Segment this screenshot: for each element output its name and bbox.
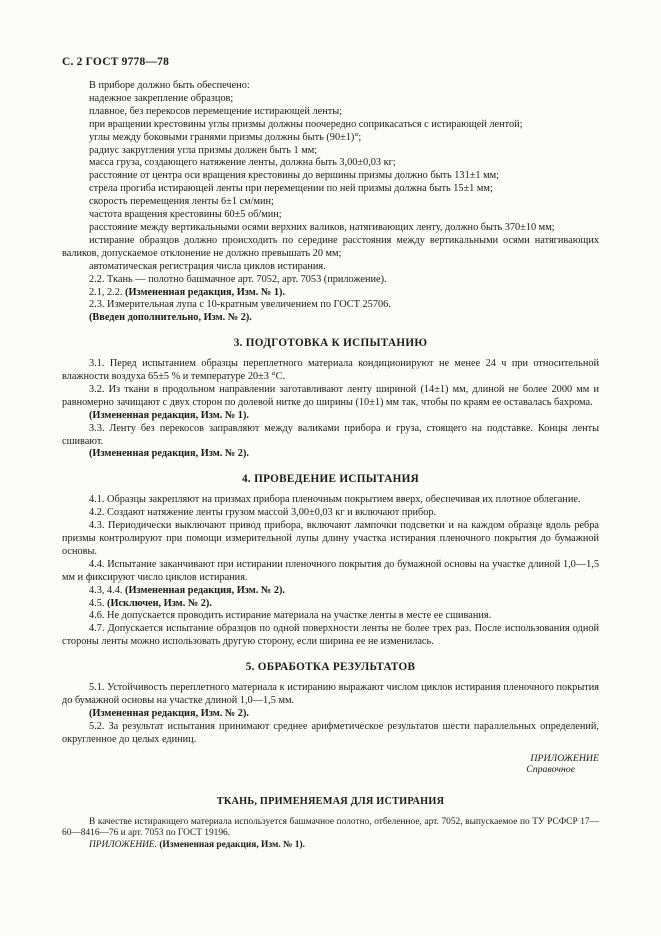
amendment-note: (Измененная редакция, Изм. № 1). xyxy=(89,409,249,421)
amendment-note: (Измененная редакция, Изм. № 2). xyxy=(89,707,249,719)
clause-2-amendment xyxy=(62,287,599,300)
intro-line: плавное, без перекосов перемещение истирающей ленты; xyxy=(89,105,342,117)
clause-ref: 4.3, 4.4. xyxy=(89,584,123,596)
appendix-label: ПРИЛОЖЕНИЕ xyxy=(530,752,599,764)
intro-line: стрела прогиба истирающей ленты при перемещении по ней призмы должна быть 15±1 мм; xyxy=(89,183,493,195)
amendment-note: (Введен дополнительно, Изм. № 2). xyxy=(89,312,252,324)
clause-2-3: 2.3. Измерительная лупа с 10-кратным увеличением по ГОСТ 25706. xyxy=(89,299,391,311)
amendment-note: (Исключен, Изм. № 2). xyxy=(107,597,212,609)
clause-4-amendment xyxy=(62,585,599,598)
page-header: С. 2 ГОСТ 9778—78 xyxy=(62,56,170,68)
intro-line: истирание образцов должно происходить по середине расстояния между вертикальными осями натягивающих валиков, допускаемое отклонение не должно превышать 20 мм; xyxy=(62,234,599,259)
intro-line: радиус закругления угла призмы должен быть 1 мм; xyxy=(89,144,318,156)
clause-3-2: 3.2. Из ткани в продольном направлении заготавливают ленту шириной (14±1) мм, длиной не более 2000 мм и равномерно зачищают с двух сторон по долевой нитке до ширины (10±1) мм так, чтобы по краям ее оставалась бахрома. xyxy=(62,383,599,408)
amendment-note: (Измененная редакция, Изм. № 2). xyxy=(125,584,285,596)
amendment-note: (Измененная редакция, Изм. № 1). xyxy=(125,286,285,298)
clause-ref: 2.1, 2.2. xyxy=(89,286,123,298)
intro-line: автоматическая регистрация числа циклов истирания. xyxy=(89,260,326,272)
appendix-text: В качестве истирающего материала используется башмачное полотно, отбеленное, арт. 7052, выпускаемое по ТУ РСФСР 17—60—8416—76 и арт. 7053 по ГОСТ 19196. xyxy=(62,816,599,839)
amendment-note: (Измененная редакция, Изм. № 2). xyxy=(89,448,249,460)
clause-2-2: 2.2. Ткань — полотно башмачное арт. 7052, арт. 7053 (приложение). xyxy=(89,273,387,285)
clause-4-1: 4.1. Образцы закрепляют на призмах прибора пленочным покрытием вверх, обеспечивая их плотное облегание. xyxy=(89,494,581,506)
clause-4-2: 4.2. Создают натяжение ленты грузом массой 3,00±0,03 кг и включают прибор. xyxy=(89,507,437,519)
clause-5-2: 5.2. За результат испытания принимают среднее арифметическое результатов шести параллельных определений, округленное до целых единиц. xyxy=(62,720,599,745)
clause-5-1: 5.1. Устойчивость переплетного материала к истиранию выражают числом циклов истирания пленочного покрытия до бумажной основы на участке длиной 1,0—1,5 мм. xyxy=(62,682,599,706)
intro-line: углы между боковыми гранями призмы должны быть (90±1)°; xyxy=(89,131,362,143)
intro-line: при вращении крестовины углы призмы должны поочередно соприкасаться с истирающей лентой; xyxy=(89,118,523,130)
section-5-title: 5. ОБРАБОТКА РЕЗУЛЬТАТОВ xyxy=(245,661,416,674)
appendix-type: Справочное xyxy=(526,764,575,776)
appendix-note xyxy=(62,840,599,852)
appendix-label-block xyxy=(62,753,599,776)
clause-4-6: 4.6. Не допускается проводить истирание материала на участке ленты в месте ее сшивания. xyxy=(89,610,492,622)
document-body xyxy=(62,80,599,851)
appendix-title: ТКАНЬ, ПРИМЕНЯЕМАЯ ДЛЯ ИСТИРАНИЯ xyxy=(216,795,445,807)
intro-line: расстояние между вертикальными осями верхних валиков, натягивающих ленту, должно быть 370±10 мм; xyxy=(89,221,555,233)
intro-line: скорость перемещения ленты 6±1 см/мин; xyxy=(89,196,274,208)
section-4-title: 4. ПРОВЕДЕНИЕ ИСПЫТАНИЯ xyxy=(242,473,419,486)
clause-3-3: 3.3. Ленту без перекосов заправляют между валиками прибора и груза, стоящего на подставке. Концы ленты сшивают. xyxy=(62,422,599,447)
appendix-ref: ПРИЛОЖЕНИЕ. xyxy=(89,839,157,850)
intro-line: частота вращения крестовины 60±5 об/мин; xyxy=(89,209,282,221)
section-3-title: 3. ПОДГОТОВКА К ИСПЫТАНИЮ xyxy=(233,337,428,350)
intro-line: масса груза, создающего натяжение ленты, должна быть 3,00±0,03 кг; xyxy=(89,157,396,169)
clause-4-4: 4.4. Испытание заканчивают при истирании пленочного покрытия до бумажной основы на участке длиной 1,0—1,5 мм и фиксируют число циклов истирания. xyxy=(62,558,599,583)
clause-4-5 xyxy=(62,598,599,611)
intro-list xyxy=(62,80,599,274)
intro-line: надежное закрепление образцов; xyxy=(89,92,234,104)
intro-line: расстояние от центра оси вращения крестовины до вершины призмы должно быть 131±1 мм; xyxy=(89,170,499,182)
intro-line: В приборе должно быть обеспечено: xyxy=(89,80,250,91)
clause-ref: 4.5. xyxy=(89,597,105,609)
clause-4-7: 4.7. Допускается испытание образцов по одной поверхности ленты не более трех раз. После использования одной стороны ленты можно использовать другую сторону, если ширина ее не изменилась. xyxy=(62,623,599,648)
clause-3-1: 3.1. Перед испытанием образцы переплетного материала кондиционируют не менее 24 ч при относительной влажности воздуха 65±5 % и температуре 20±3 °С. xyxy=(62,358,599,383)
amendment-note: (Измененная редакция, Изм. № 1). xyxy=(159,839,305,850)
clause-4-3: 4.3. Периодически выключают привод прибора, включают лампочки подсветки и на каждом образце вдоль ребра призмы контролируют при помощи измерительной лупы длину участка истирания пленочного покрытия до бумажной основы. xyxy=(62,520,599,557)
